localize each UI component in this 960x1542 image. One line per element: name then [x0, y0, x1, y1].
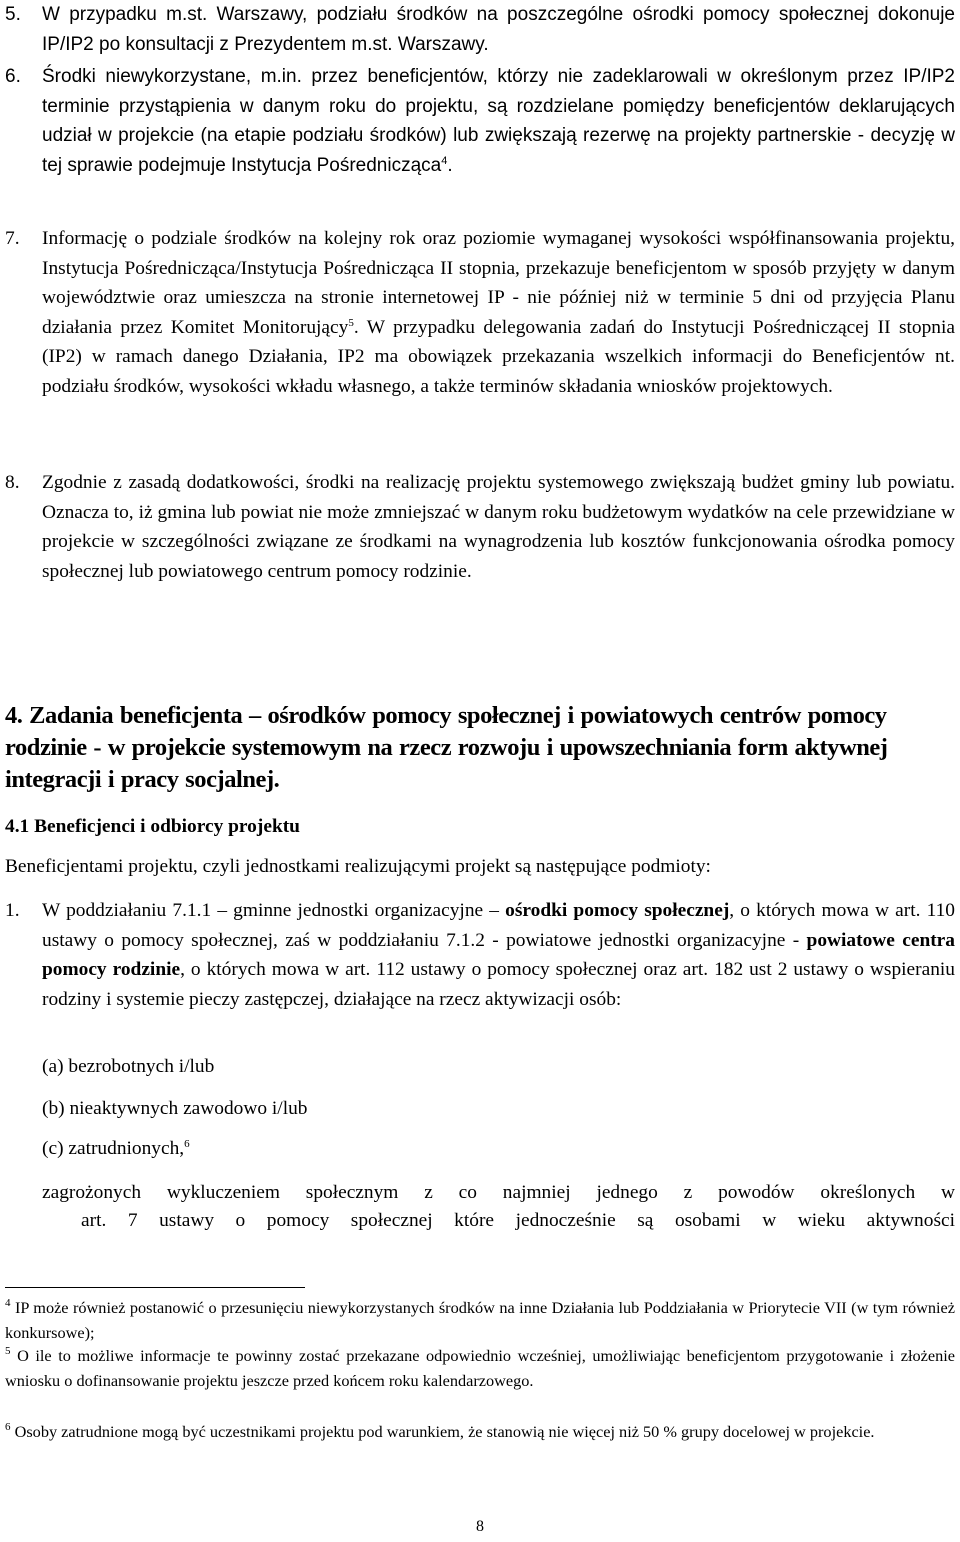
list-text-cont: . W przypadku delegowania zadań do Instytucji Pośredniczącej II stopnia (IP2) w ramach danego Działania, IP2 ma obowiązek przekazania wszelkich informacji do Beneficjentów nt. podziału środków, wysokości wkładu własnego, a także terminów składania wniosków projektowych. [42, 316, 955, 397]
list-item-6 [5, 62, 955, 180]
section-heading: 4. Zadania beneficjenta – ośrodków pomocy społecznej i powiatowych centrów pomocy rodzinie - w projekcie systemowym na rzecz rozwoju i upowszechniania form aktywnej integracji i pracy socjalnej. [5, 702, 888, 793]
sub-heading: 4.1 Beneficjenci i odbiorcy projektu [5, 816, 300, 837]
list-text: Zgodnie z zasadą dodatkowości, środki na realizację projektu systemowego zwiększają budżet gminy lub powiatu. Oznacza to, iż gmina lub powiat nie może zmniejszać w danym roku budżetowym wydatków na cele przewidziane w projekcie w szczególności związane ze środkami na wynagrodzenia lub kosztów funkcjonowania ośrodka pomocy społecznej lub powiatowego centrum pomocy rodzinie. [42, 472, 955, 582]
sub-item-b: (b) nieaktywnych zawodowo i/lub [42, 1098, 308, 1119]
item-bold-ops: ośrodki pomocy społecznej [505, 900, 730, 921]
list-number: 7. [5, 228, 20, 249]
page-number: 8 [476, 1518, 484, 1535]
footnote-text: IP może również postanowić o przesunięciu niewykorzystanych środków na inne Działania lub Poddziałania w Priorytecie VII (w tym również konkursowe); [5, 1298, 955, 1342]
sub-item-c [5, 1134, 955, 1164]
footnote-separator [5, 1287, 305, 1288]
list-number: 8. [5, 472, 20, 493]
footnote-ref[interactable]: 4 [441, 154, 448, 167]
beneficiary-item-1 [5, 896, 955, 1014]
footnote-text: O ile to możliwe informacje te powinny zostać przekazane odpowiednio wcześniej, umożliwiając beneficjentom przygotowanie i złożenie wniosku o dofinansowanie projektu jeszcze przed końcem roku kalendarzowego. [5, 1346, 955, 1390]
list-item-7 [5, 224, 955, 402]
list-number: 1. [5, 900, 20, 921]
item-text: W poddziałaniu 7.1.1 – gminne jednostki organizacyjne – [42, 900, 499, 921]
footnote-text: Osoby zatrudnione mogą być uczestnikami projektu pod warunkiem, że stanowią nie więcej niż 50 % grupy docelowej w projekcie. [14, 1422, 875, 1441]
list-text: Środki niewykorzystane, m.in. przez beneficjentów, którzy nie zadeklarowali w określonym przez IP/IP2 terminie przystąpienia w danym roku do projektu, są rozdzielane pomiędzy beneficjentów deklarujących udział w projekcie (na etapie podziału środków) lub zwiększają rezerwę na projekty partnerskie - decyzję w tej sprawie podejmuje Instytucja Pośrednicząca [42, 66, 955, 176]
list-item-5 [5, 0, 955, 59]
continuation-line-1: zagrożonych wykluczeniem społecznym z co najmniej jednego z powodów określonych w [42, 1182, 955, 1203]
list-text: Informację o podziale środków na kolejny rok oraz poziomie wymaganej wysokości współfinansowania projektu, Instytucja Pośrednicząca/Instytucja Pośrednicząca II stopnia, przekazuje beneficjentom w sposób przyjęty w danym województwie oraz umieszcza na stronie internetowej IP - nie później niż w terminie 5 dni od przyjęcia Planu działania przez Komitet Monitorujący [42, 228, 955, 338]
list-number: 6. [5, 66, 21, 87]
footnote-number: 5 [5, 1345, 11, 1357]
list-text-tail: . [447, 154, 453, 176]
item-text: , o których mowa w art. 110 ustawy o pomocy społecznej, zaś w poddziałaniu 7.1.2 - powiatowe jednostki organizacyjne - [42, 900, 955, 951]
list-number: 5. [5, 4, 21, 25]
item-bold-pcpr: powiatowe centra pomocy rodzinie [42, 929, 955, 981]
footnote-ref[interactable]: 5 [348, 316, 354, 329]
footnote-6 [5, 1420, 955, 1445]
list-text: W przypadku m.st. Warszawy, podziału środków na poszczególne ośrodki pomocy społecznej dokonuje IP/IP2 po konsultacji z Prezydentem m.st. Warszawy. [42, 4, 955, 55]
intro-text: Beneficjentami projektu, czyli jednostkami realizującymi projekt są następujące podmioty: [5, 856, 711, 877]
footnote-4 [5, 1296, 955, 1345]
footnote-number: 6 [5, 1421, 11, 1433]
sub-item-a: (a) bezrobotnych i/lub [42, 1056, 215, 1077]
item-text: , o których mowa w art. 112 ustawy o pomocy społecznej oraz art. 182 ust 2 ustawy o wspieraniu rodziny i systemie pieczy zastępczej, działające na rzecz aktywizacji osób: [42, 959, 956, 1010]
footnote-5 [5, 1344, 955, 1393]
footnote-ref[interactable]: 6 [184, 1138, 190, 1150]
footnote-number: 4 [5, 1297, 11, 1309]
continuation-line-2: art. 7 ustawy o pomocy społecznej które jednocześnie są osobami w wieku aktywności [81, 1210, 955, 1231]
list-item-8 [5, 468, 955, 586]
sub-item-c-text: (c) zatrudnionych, [42, 1138, 185, 1159]
